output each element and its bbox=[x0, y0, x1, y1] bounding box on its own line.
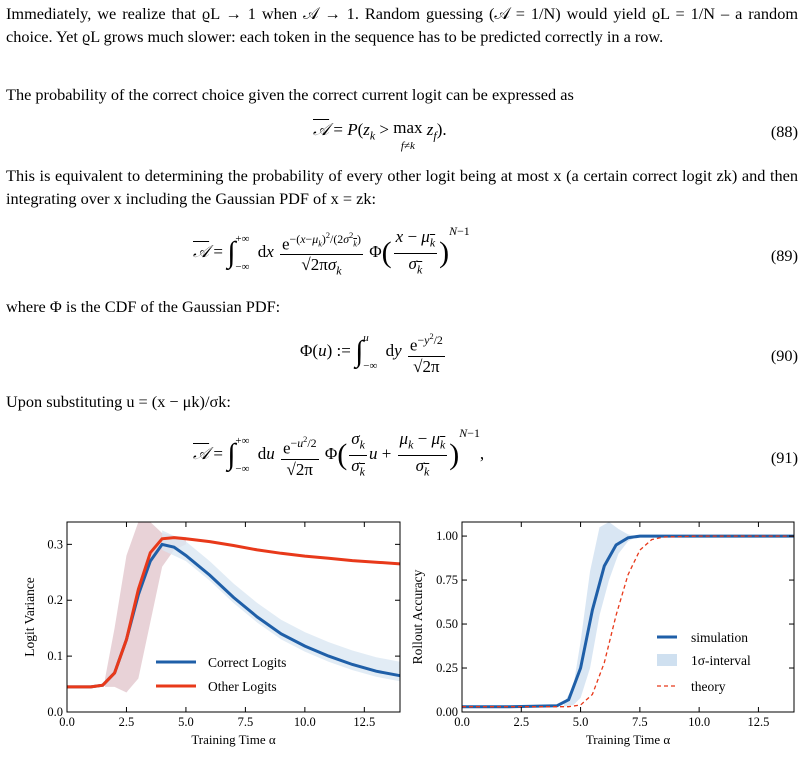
paragraph-cdf-text: where Φ is the CDF of the Gaussian PDF: bbox=[6, 297, 281, 316]
y-tick-label: 0.00 bbox=[436, 705, 458, 719]
x-tick-label: 12.5 bbox=[353, 715, 376, 729]
x-tick-label: 0.0 bbox=[59, 715, 75, 729]
x-tick-label: 0.0 bbox=[454, 715, 470, 729]
x-tick-label: 2.5 bbox=[513, 715, 530, 729]
x-tick-label: 7.5 bbox=[632, 715, 648, 729]
x-tick-label: 7.5 bbox=[237, 715, 254, 729]
equation-88-body: 𝒜 = $P(z_k > \max$ f≠k $z_f$). bbox=[313, 118, 447, 152]
equation-91-body: 𝒜 = ∫ +∞ −∞ du $\frac{e^{-u^2/2}}{√2\pi}$ Φ( $\frac{\sigma_k}{\sigma_{\overline{k}}}$ u + $\frac{\mu_k - \mu_{\overline{k}}}{\sigma_{\overline{k}}}$ )$^{N-1}$, bbox=[193, 426, 485, 479]
y-tick-label: 0.2 bbox=[47, 593, 63, 608]
x-tick-label: 2.5 bbox=[118, 715, 135, 729]
legend-label: 1σ-interval bbox=[691, 653, 751, 668]
equation-91 bbox=[0, 422, 806, 492]
y-tick-label: 1.00 bbox=[436, 529, 458, 544]
paragraph-intro bbox=[6, 3, 798, 48]
series-line-simulation bbox=[462, 536, 794, 707]
series-line-theory bbox=[462, 536, 794, 707]
y-axis-label: Logit Variance bbox=[22, 577, 37, 657]
equation-89 bbox=[0, 220, 806, 290]
legend-label: theory bbox=[691, 679, 726, 694]
x-axis-label: Training Time α bbox=[585, 732, 671, 747]
legend-label: Other Logits bbox=[208, 679, 277, 694]
paragraph-probability-text: The probability of the correct choice given the correct current logit can be expressed as bbox=[6, 85, 574, 104]
paragraph-substitute bbox=[6, 391, 798, 414]
legend-swatch bbox=[657, 654, 677, 666]
rollout-accuracy-chart bbox=[404, 516, 800, 756]
equation-89-number: (89) bbox=[770, 246, 798, 265]
logit-variance-chart bbox=[6, 516, 406, 756]
x-tick-label: 10.0 bbox=[293, 715, 316, 729]
paragraph-equivalent-text: This is equivalent to determining the probability of every other logit being at most x (a certain correct logit zk) and then integrating over x including the Gaussian PDF of x = zk: bbox=[6, 166, 798, 208]
y-tick-label: 0.25 bbox=[436, 661, 458, 676]
paragraph-equivalent bbox=[6, 165, 798, 210]
equation-90-number: (90) bbox=[770, 346, 798, 365]
paragraph-intro-text: Immediately, we realize that ϱL → 1 when 𝒜 → 1. Random guessing (𝒜 = 1/N) would yield ϱL = 1/N – a random choice. Yet ϱL grows much slower: each token in the sequence has to be predicted correctly in a row. bbox=[6, 4, 798, 46]
y-tick-label: 0.75 bbox=[436, 573, 458, 588]
x-tick-label: 5.0 bbox=[572, 715, 589, 729]
paragraph-probability bbox=[6, 84, 798, 107]
equation-88-number: (88) bbox=[770, 122, 798, 141]
legend-label: simulation bbox=[691, 630, 748, 645]
paragraph-substitute-text: Upon substituting u = (x − μk)/σk: bbox=[6, 392, 231, 411]
y-tick-label: 0.0 bbox=[47, 705, 63, 719]
legend-label: Correct Logits bbox=[208, 655, 287, 670]
x-axis-label: Training Time α bbox=[191, 732, 276, 747]
y-tick-label: 0.50 bbox=[436, 617, 458, 632]
equation-91-number: (91) bbox=[770, 448, 798, 467]
equation-89-body: 𝒜 = ∫ +∞ −∞ dx $\frac{e^{-(x-\mu_k)^2/(2\sigma^2_{\overline{k}})}}{√2\pi\sigma_k}$ Φ( $\frac{x - \mu_{\overline{k}}}{\sigma_{\overline{k}}}$ )$^{N-1}$ bbox=[193, 224, 470, 278]
plot-frame bbox=[462, 522, 794, 712]
equation-90 bbox=[0, 322, 806, 384]
paragraph-cdf bbox=[6, 296, 798, 319]
y-tick-label: 0.1 bbox=[47, 649, 63, 664]
x-tick-label: 12.5 bbox=[747, 715, 770, 729]
y-axis-label: Rollout Accuracy bbox=[410, 569, 425, 665]
y-tick-label: 0.3 bbox=[47, 537, 63, 552]
x-tick-label: 10.0 bbox=[688, 715, 711, 729]
equation-88 bbox=[0, 116, 806, 156]
x-tick-label: 5.0 bbox=[178, 715, 194, 729]
equation-90-body: Φ(u) := ∫ u −∞ dy $\frac{e^{-y^2/2}}{√2\pi}$ bbox=[300, 324, 447, 380]
